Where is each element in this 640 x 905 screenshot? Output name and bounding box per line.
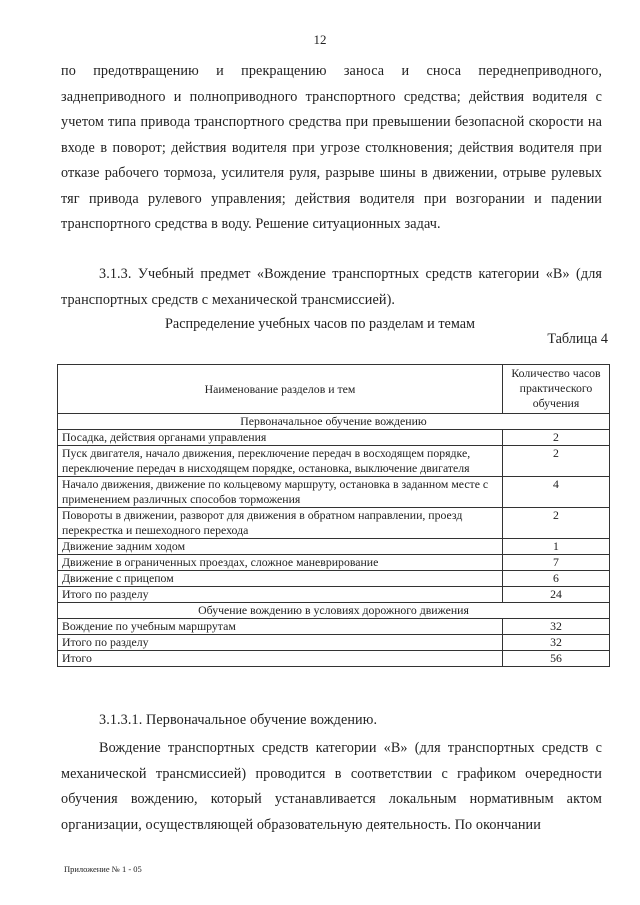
hours-table <box>57 364 610 667</box>
row-name: Повороты в движении, разворот для движения в обратном направлении, проезд перекрестка и пешеходного перехода <box>58 508 503 539</box>
row-hours: 32 <box>503 619 610 635</box>
table-label: Таблица 4 <box>547 331 608 347</box>
row-name: Пуск двигателя, начало движения, переключение передач в восходящем порядке, переключение передач в нисходящем порядке, остановка, выключение двигателя <box>58 446 503 477</box>
table-row <box>58 571 610 587</box>
row-hours: 2 <box>503 446 610 477</box>
row-hours: 2 <box>503 430 610 446</box>
row-hours: 4 <box>503 477 610 508</box>
row-name: Вождение по учебным маршрутам <box>58 619 503 635</box>
intro-paragraph: по предотвращению и прекращению заноса и сноса переднеприводного, заднеприводного и полноприводного транспортного средства; действия водителя с учетом типа привода транспортного средства при превышении безопасной скорости на входе в поворот; действия водителя при угрозе столкновения; действия водителя при отказе рабочего тормоза, усилителя руля, разрыве шины в движении, отрыве рулевых тяг привода рулевого управления; действия водителя при возгорании и падении транспортного средства в воду. Решение ситуационных задач. <box>61 63 602 232</box>
subtotal-row <box>58 635 610 651</box>
table-row <box>58 430 610 446</box>
row-hours: 1 <box>503 539 610 555</box>
row-name: Движение с прицепом <box>58 571 503 587</box>
total-row <box>58 651 610 667</box>
row-name: Движение задним ходом <box>58 539 503 555</box>
table-row <box>58 477 610 508</box>
header-topic-name: Наименование разделов и тем <box>58 365 503 414</box>
row-hours: 24 <box>503 587 610 603</box>
total-name: Итого <box>58 651 503 667</box>
table-row <box>58 446 610 477</box>
row-name: Начало движения, движение по кольцевому маршруту, остановка в заданном месте с применением различных способов торможения <box>58 477 503 508</box>
row-hours: 6 <box>503 571 610 587</box>
row-name: Посадка, действия органами управления <box>58 430 503 446</box>
section-title: Первоначальное обучение вождению <box>58 414 610 430</box>
table-row <box>58 508 610 539</box>
section-title: Обучение вождению в условиях дорожного движения <box>58 603 610 619</box>
section-heading: 3.1.3. Учебный предмет «Вождение транспортных средств категории «B» (для транспортных средств с механической трансмиссией). <box>61 266 602 308</box>
table-header-row <box>58 365 610 414</box>
table-title: Распределение учебных часов по разделам и темам <box>165 316 475 332</box>
page-number: 12 <box>313 32 327 47</box>
body-paragraph: Вождение транспортных средств категории «B» (для транспортных средств с механической трансмиссией) проводится в соответствии с графиком очередности обучения вождению, который устанавливается локальным нормативным актом организации, осуществляющей образовательную деятельность. По окончании <box>61 740 602 833</box>
row-hours: 32 <box>503 635 610 651</box>
header-hours: Количество часов практического обучения <box>503 365 610 414</box>
footer-attachment-note: Приложение № 1 - 05 <box>64 864 142 874</box>
section-row <box>58 603 610 619</box>
total-hours: 56 <box>503 651 610 667</box>
row-name: Движение в ограниченных проездах, сложное маневрирование <box>58 555 503 571</box>
row-name: Итого по разделу <box>58 587 503 603</box>
table-row <box>58 555 610 571</box>
row-name: Итого по разделу <box>58 635 503 651</box>
table-row <box>58 619 610 635</box>
subtotal-row <box>58 587 610 603</box>
row-hours: 2 <box>503 508 610 539</box>
table-row <box>58 539 610 555</box>
section-row <box>58 414 610 430</box>
subsection-heading: 3.1.3.1. Первоначальное обучение вождению. <box>99 712 378 728</box>
row-hours: 7 <box>503 555 610 571</box>
